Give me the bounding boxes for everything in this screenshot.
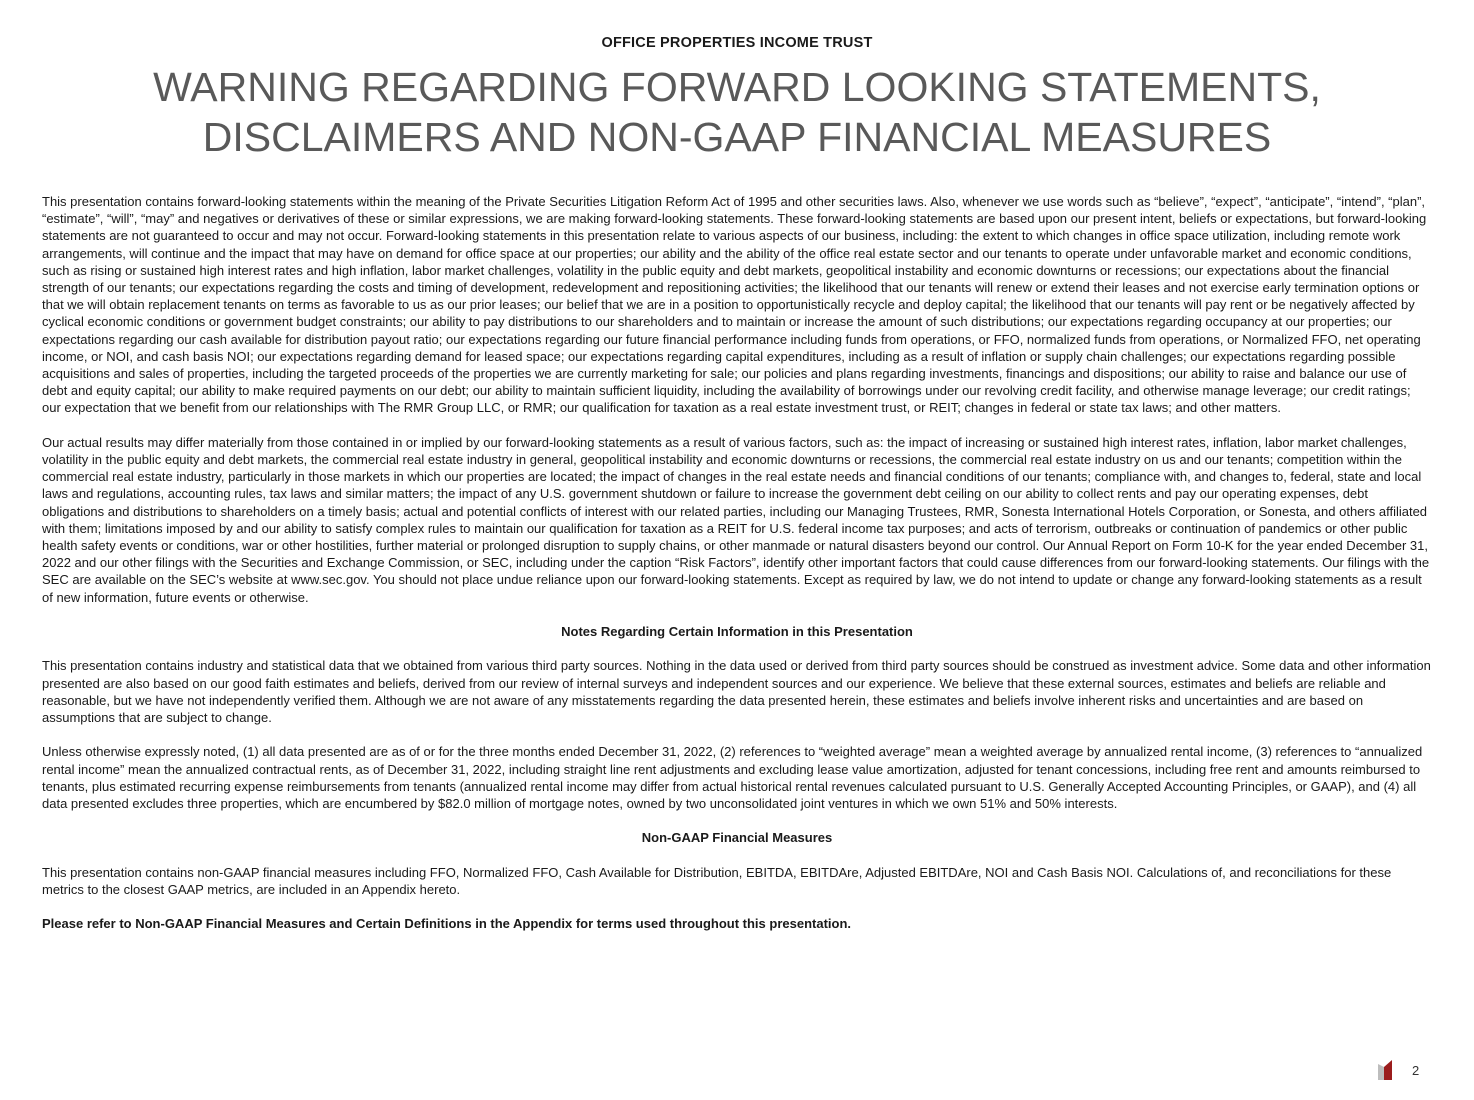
page-number: 2 bbox=[1412, 1063, 1420, 1078]
notes-heading: Notes Regarding Certain Information in this Presentation bbox=[561, 624, 913, 640]
non-gaap-paragraph: This presentation contains non-GAAP financial measures including FFO, Normalized FFO, Cash Available for Distribution, EBITDA, EBITDAre, Adjusted EBITDAre, NOI and Cash Basis NOI. Calculations of, and reconciliations for these metrics to the closest GAAP metrics, are included in an Appendix hereto. bbox=[42, 864, 1392, 898]
appendix-reference-note: Please refer to Non-GAAP Financial Measures and Certain Definitions in the Appendix for terms used throughout this presentation. bbox=[42, 916, 852, 932]
disclaimer-body bbox=[42, 193, 1432, 950]
page-title: WARNING REGARDING FORWARD LOOKING STATEMENTS, DISCLAIMERS AND NON-GAAP FINANCIAL MEASURES bbox=[153, 64, 1321, 160]
third-party-data-paragraph: This presentation contains industry and statistical data that we obtained from various third party sources. Nothing in the data used or derived from third party sources should be construed as investment advice. Some data and other information presented are also based on our good faith estimates and beliefs, derived from our review of internal surveys and independent sources and our experience. We believe that these external sources, estimates and beliefs are reliable and reasonable, but we have not independently verified them. Although we are not aware of any misstatements regarding the data presented herein, these estimates and beliefs involve inherent risks and uncertainties and are based on assumptions that are subject to change. bbox=[42, 658, 1431, 726]
opi-logo-icon bbox=[1378, 1060, 1394, 1080]
data-definitions-paragraph: Unless otherwise expressly noted, (1) all data presented are as of or for the three months ended December 31, 2022, (2) references to “weighted average” mean a weighted average by annualized rental income, (3) references to “annualized rental income” mean the annualized contractual rents, as of December 31, 2022, including straight line rent adjustments and excluding lease value amortization, adjusted for tenant concessions, including free rent and amounts reimbursed to tenants, plus estimated recurring expense reimbursements from tenants (annualized rental income may differ from actual historical rental revenues calculated pursuant to U.S. Generally Accepted Accounting Principles, or GAAP), and (4) all data presented excludes three properties, which are encumbered by $82.0 million of mortgage notes, owned by two unconsolidated joint ventures in which we own 51% and 50% interests. bbox=[42, 744, 1423, 812]
non-gaap-heading: Non-GAAP Financial Measures bbox=[641, 830, 833, 846]
company-name: OFFICE PROPERTIES INCOME TRUST bbox=[601, 35, 873, 51]
risk-factors-paragraph: Our actual results may differ materially from those contained in or implied by our forward-looking statements as a result of various factors, such as: the impact of increasing or sustained high interest rates, inflation, labor market challenges, volatility in the public equity and debt markets, the commercial real estate industry in general, geopolitical instability and economic downturns or recessions, the commercial real estate industry on us and our tenants; competition within the commercial real estate industry, particularly in those markets in which our properties are located; the impact of changes in the real estate needs and financial conditions of our tenants; compliance with, and changes to, federal, state and local laws and regulations, accounting rules, tax laws and similar matters; the impact of any U.S. government shutdown or failure to increase the government debt ceiling on our ability to collect rents and pay our operating expenses, debt obligations and distributions to shareholders on a timely basis; actual and potential conflicts of interest with our related parties, including our Managing Trustees, RMR, Sonesta International Hotels Corporation, or Sonesta, and others affiliated with them; limitations imposed by and our ability to satisfy complex rules to maintain our qualification for taxation as a REIT for U.S. federal income tax purposes; and acts of terrorism, outbreaks or continuation of pandemics or other public health safety events or conditions, war or other hostilities, further material or prolonged disruption to supply chains, or other manmade or natural disasters beyond our control. Our Annual Report on Form 10-K for the year ended December 31, 2022 and our other filings with the Securities and Exchange Commission, or SEC, including under the caption “Risk Factors”, identify other important factors that could cause differences from our forward-looking statements. Our filings with the SEC are available on the SEC’s website at www.sec.gov. You should not place undue reliance upon our forward-looking statements. Except as required by law, we do not intend to update or change any forward-looking statements as a result of new information, future events or otherwise. bbox=[42, 434, 1430, 605]
forward-looking-paragraph: This presentation contains forward-looking statements within the meaning of the Private Securities Litigation Reform Act of 1995 and other securities laws. Also, whenever we use words such as “believe”, “expect”, “anticipate”, “intend”, “plan”, “estimate”, “will”, “may” and negatives or derivatives of these or similar expressions, we are making forward-looking statements. These forward-looking statements are based upon our present intent, beliefs or expectations, but forward-looking statements are not guaranteed to occur and may not occur. Forward-looking statements in this presentation relate to various aspects of our business, including: the extent to which changes in office space utilization, including remote work arrangements, will continue and the impact that may have on demand for office space at our properties; our ability and the ability of the office real estate sector and our tenants to operate under unfavorable market and economic conditions, such as rising or sustained high interest rates and high inflation, labor market challenges, volatility in the public equity and debt markets, geopolitical instability and economic downturns or recessions; our expectations about the financial strength of our tenants; our expectations regarding the costs and timing of development, redevelopment and repositioning activities; the likelihood that our tenants will renew or extend their leases and not exercise early termination options or that we will obtain replacement tenants on terms as favorable to us as our prior leases; our belief that we are in a position to opportunistically recycle and deploy capital; the likelihood that our tenants will pay rent or be negatively affected by cyclical economic conditions or government budget constraints; our ability to pay distributions to our shareholders and to maintain or increase the amount of such distributions; our expectations regarding occupancy at our properties; our expectations regarding our cash available for distribution payout ratio; our expectations regarding our future financial performance including funds from operations, or FFO, normalized funds from operations, or Normalized FFO, net operating income, or NOI, and cash basis NOI; our expectations regarding demand for leased space; our expectations regarding capital expenditures, including as a result of inflation or supply chain challenges; our expectations regarding possible acquisitions and sales of properties, including the targeted proceeds of the properties we are currently marketing for sale; our policies and plans regarding investments, financings and dispositions; our ability to raise and balance our use of debt and equity capital; our ability to make required payments on our debt; our ability to maintain sufficient liquidity, including the availability of borrowings under our revolving credit facility, and otherwise manage leverage; our credit ratings; our expectation that we benefit from our relationships with The RMR Group LLC, or RMR; our qualification for taxation as a real estate investment trust, or REIT; changes in federal or state tax laws; and other matters. bbox=[42, 194, 1427, 416]
